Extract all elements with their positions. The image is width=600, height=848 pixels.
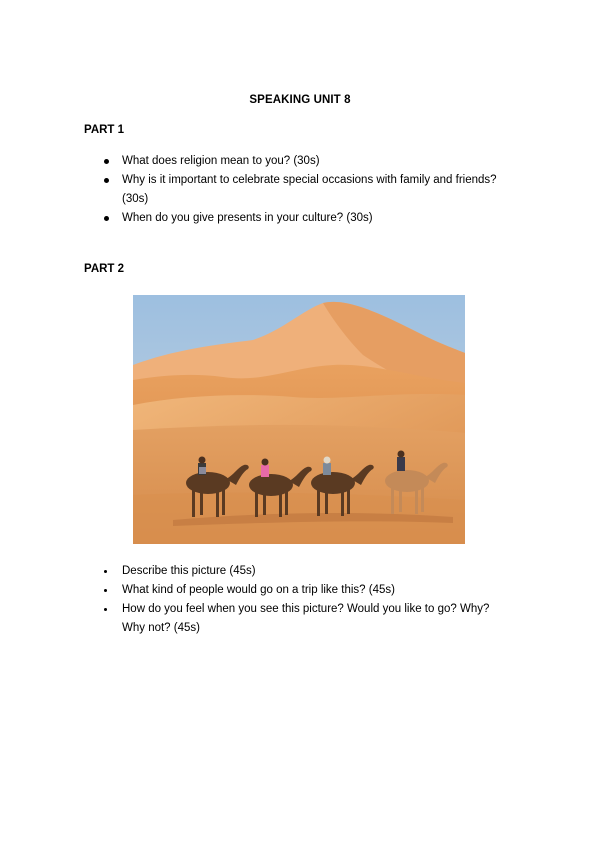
part1-question-list — [0, 152, 600, 228]
part2-question-list — [0, 562, 600, 638]
bullet-icon — [104, 159, 109, 164]
bullet-icon — [104, 216, 109, 221]
desert-camel-photo — [133, 295, 465, 544]
question-text: How do you feel when you see this picture? Would you like to go? Why? Why not? (45s) — [122, 603, 490, 634]
list-item — [0, 562, 507, 581]
question-text: When do you give presents in your culture? (30s) — [122, 212, 373, 224]
part2-heading: PART 2 — [84, 263, 125, 275]
list-item — [0, 152, 502, 171]
question-text: What kind of people would go on a trip like this? (45s) — [122, 584, 395, 596]
page-title: SPEAKING UNIT 8 — [249, 94, 351, 106]
question-text: Describe this picture (45s) — [122, 565, 256, 577]
list-item — [0, 171, 502, 209]
part1-heading: PART 1 — [84, 124, 125, 136]
bullet-icon — [104, 589, 107, 592]
list-item — [0, 600, 507, 638]
list-item — [0, 581, 507, 600]
question-text: What does religion mean to you? (30s) — [122, 155, 320, 167]
list-item — [0, 209, 502, 228]
bullet-icon — [104, 608, 107, 611]
bullet-icon — [104, 570, 107, 573]
question-text: Why is it important to celebrate special occasions with family and friends? (30s) — [122, 174, 497, 205]
bullet-icon — [104, 178, 109, 183]
